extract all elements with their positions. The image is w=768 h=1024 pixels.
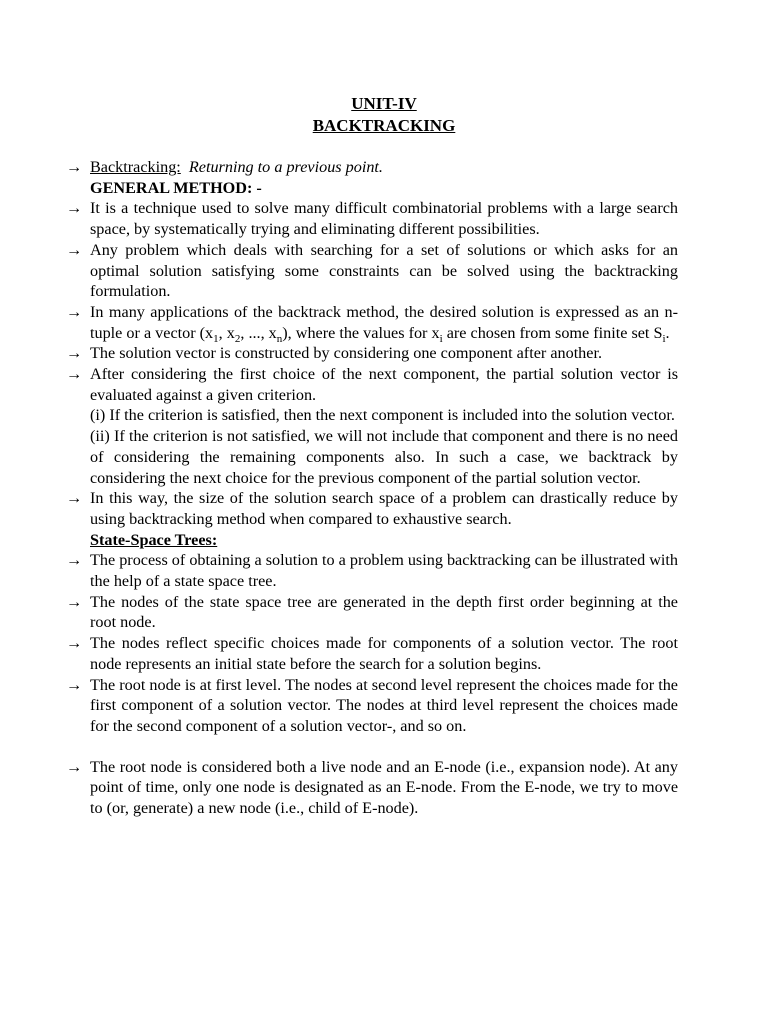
heading-general-method: GENERAL METHOD: - — [90, 178, 262, 197]
point-5-case-ii: (ii) If the criterion is not satisfied, we will not include that component and there is no need of considering the remaining components also. In such a case, we backtrack by considering the next choice for the previous component of the partial solution vector. — [90, 427, 678, 487]
arrow-icon: → — [66, 489, 83, 508]
subscript: 2 — [234, 332, 241, 345]
point-text: The nodes reflect specific choices made for components of a solution vector. The root node represents an initial state before the search for a solution begins. — [90, 634, 678, 673]
arrow-icon: → — [66, 199, 83, 218]
point-3 — [66, 302, 678, 343]
heading-state-space-trees: State-Space Trees: — [90, 530, 218, 549]
content — [66, 157, 678, 819]
point-1 — [66, 198, 678, 239]
point-text: The root node is considered both a live node and an E-node (i.e., expansion node). At any point of time, only one node is designated as an E-node. From the E-node, we try to move to (or, generate) a new node (i.e., child of E-node). — [90, 757, 678, 818]
unit-title: UNIT-IV — [351, 94, 417, 113]
intro-definition: Returning to a previous point. — [188, 158, 383, 176]
subscript: i — [439, 332, 443, 345]
point-4 — [66, 343, 678, 364]
point-text: The root node is at first level. The nodes at second level represent the choices made for the first component of a solution vector. The nodes at third level represent the choices made for the second component of a solution vector-, and so on. — [90, 675, 678, 735]
arrow-icon: → — [66, 592, 83, 611]
point-text-d: ), where the values for x — [282, 323, 440, 342]
intro-item — [66, 157, 678, 178]
arrow-icon: → — [66, 240, 83, 259]
tree-point-5 — [66, 757, 678, 819]
point-text: The nodes of the state space tree are generated in the depth first order beginning at the root node. — [90, 592, 678, 632]
point-text-e: are chosen from some finite set S — [442, 323, 663, 342]
subscript: i — [662, 332, 666, 345]
arrow-icon: → — [66, 365, 83, 384]
arrow-icon: → — [66, 344, 83, 363]
point-text-b: , x — [218, 323, 235, 342]
arrow-icon: → — [66, 757, 83, 776]
spacer — [66, 737, 678, 757]
tree-point-4 — [66, 675, 678, 737]
point-text: Any problem which deals with searching for a set of solutions or which asks for an optimal solution satisfying some constraints can be solved using the backtracking formulation. — [90, 240, 678, 301]
tree-point-2 — [66, 592, 678, 633]
point-text: After considering the first choice of the next component, the partial solution vector is evaluated against a given criterion. — [90, 365, 678, 404]
subscript: 1 — [213, 332, 219, 345]
point-6 — [66, 488, 678, 529]
point-text-a: In many applications of the backtrack method, the desired solution is expressed as an n-tuple or a vector (x — [90, 302, 678, 342]
arrow-icon: → — [66, 302, 83, 321]
arrow-icon: → — [66, 158, 83, 176]
arrow-icon: → — [66, 634, 83, 653]
intro-term: Backtracking: — [90, 158, 181, 176]
point-text-c: , ..., x — [240, 323, 277, 342]
point-5-case-i: (i) If the criterion is satisfied, then the next component is included into the solution vector. — [90, 406, 675, 425]
subscript: n — [276, 332, 283, 345]
point-2 — [66, 240, 678, 302]
topic-title: BACKTRACKING — [312, 116, 456, 135]
tree-point-1 — [66, 550, 678, 591]
point-text: The process of obtaining a solution to a problem using backtracking can be illustrated with the help of a state space tree. — [90, 551, 678, 591]
point-5 — [66, 364, 678, 405]
title-block — [0, 93, 768, 137]
point-text: The solution vector is constructed by considering one component after another. — [90, 344, 603, 363]
point-text: It is a technique used to solve many difficult combinatorial problems with a large search space, by systematically trying and eliminating different possibilities. — [90, 199, 678, 239]
tree-point-3 — [66, 633, 678, 674]
arrow-icon: → — [66, 551, 83, 570]
arrow-icon: → — [66, 675, 83, 694]
point-text: In this way, the size of the solution search space of a problem can drastically reduce by using backtracking method when compared to exhaustive search. — [90, 489, 678, 528]
point-text-f: . — [665, 323, 670, 342]
